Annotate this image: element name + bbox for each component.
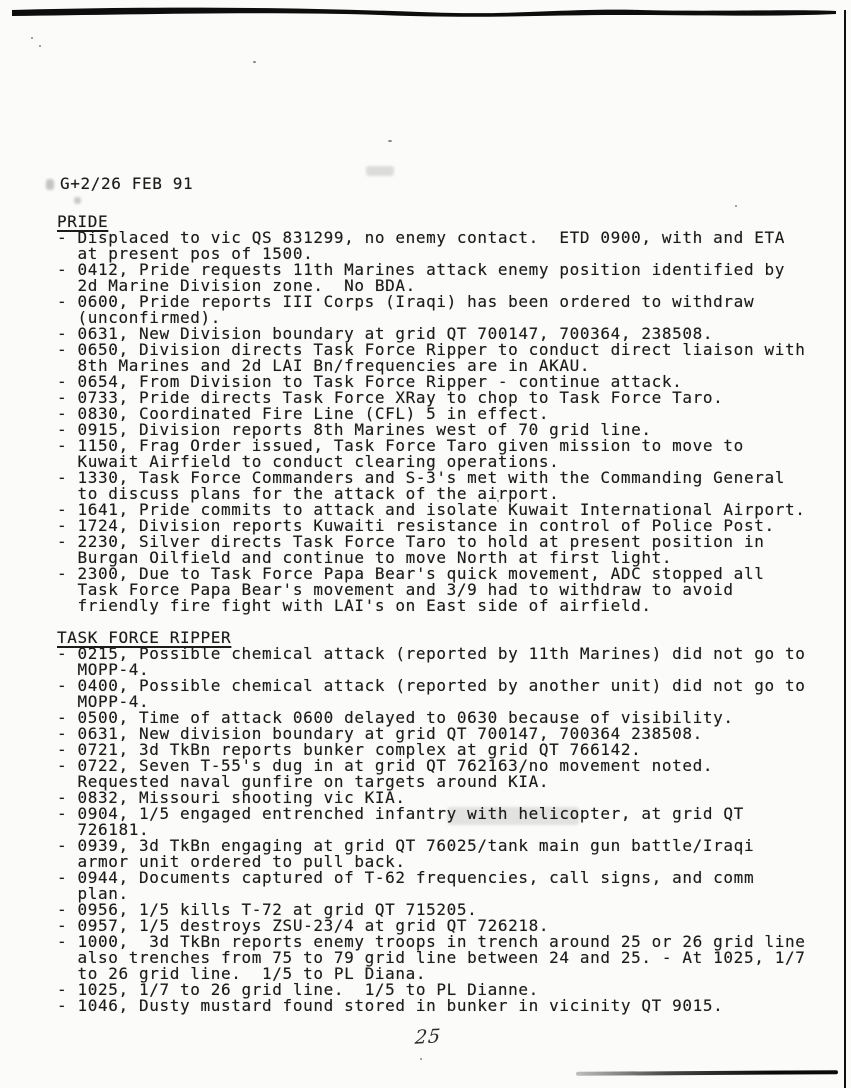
log-line: - 1641, Pride commits to attack and isolate Kuwait International Airport.	[57, 500, 806, 519]
log-line: - 0631, New Division boundary at grid QT 700147, 700364, 238508.	[57, 324, 714, 343]
log-line: - 0721, 3d TkBn reports bunker complex at grid QT 766142.	[57, 740, 642, 759]
log-line: 8th Marines and 2d LAI Bn/frequencies are in AKAU.	[57, 356, 591, 375]
log-line: - 0957, 1/5 destroys ZSU-23/4 at grid QT 726218.	[57, 916, 550, 935]
log-lines	[57, 230, 805, 614]
date-header: G+2/26 FEB 91	[60, 174, 194, 193]
log-line: 2d Marine Division zone. No BDA.	[57, 276, 416, 295]
log-line: Kuwait Airfield to conduct clearing operations.	[57, 452, 560, 471]
log-lines	[57, 646, 805, 1014]
log-line: - 1000, 3d TkBn reports enemy troops in trench around 25 or 26 grid line	[57, 932, 806, 951]
log-line: armor unit ordered to pull back.	[57, 852, 406, 871]
log-line: MOPP-4.	[57, 660, 150, 679]
log-line: - 1724, Division reports Kuwaiti resistance in control of Police Post.	[57, 516, 775, 535]
page-number: 25	[414, 1025, 443, 1049]
log-line: - 0650, Division directs Task Force Ripper to conduct direct liaison with	[57, 340, 806, 359]
log-line: - 0832, Missouri shooting vic KIA.	[57, 788, 406, 807]
log-line: plan.	[57, 884, 129, 903]
section-heading: TASK FORCE RIPPER	[57, 628, 232, 647]
log-line: - 0631, New division boundary at grid QT 700147, 700364 238508.	[57, 724, 703, 743]
log-line: MOPP-4.	[57, 692, 150, 711]
log-line: - 1025, 1/7 to 26 grid line. 1/5 to PL Dianne.	[57, 980, 539, 999]
log-line: - 1150, Frag Order issued, Task Force Taro given mission to move to	[57, 436, 744, 455]
log-line: - 2230, Silver directs Task Force Taro to hold at present position in	[57, 532, 765, 551]
log-line: - 0500, Time of attack 0600 delayed to 0630 because of visibility.	[57, 708, 734, 727]
log-line: - 0215, Possible chemical attack (reported by 11th Marines) did not go to	[57, 644, 806, 663]
log-line: Requested naval gunfire on targets around KIA.	[57, 772, 550, 791]
section-task-force-ripper	[57, 630, 805, 1014]
log-line: - 1330, Task Force Commanders and S-3's met with the Commanding General	[57, 468, 785, 487]
log-line: - 0600, Pride reports III Corps (Iraqi) has been ordered to withdraw	[57, 292, 755, 311]
scan-top-edge-bar	[0, 0, 851, 26]
scan-smudge	[366, 166, 394, 176]
log-line: to 26 grid line. 1/5 to PL Diana.	[57, 964, 427, 983]
log-line: - 0722, Seven T-55's dug in at grid QT 762163/no movement noted.	[57, 756, 714, 775]
log-line: - 0733, Pride directs Task Force XRay to chop to Task Force Taro.	[57, 388, 724, 407]
log-line: (unconfirmed).	[57, 308, 222, 327]
log-line: at present pos of 1500.	[57, 244, 314, 263]
log-line: - 0904, 1/5 engaged entrenched infantry with helicopter, at grid QT	[57, 804, 744, 823]
scan-speck	[31, 37, 33, 39]
log-line: - Displaced to vic QS 831299, no enemy contact. ETD 0900, with and ETA	[57, 228, 785, 247]
log-line: - 2300, Due to Task Force Papa Bear's quick movement, ADC stopped all	[57, 564, 765, 583]
scan-right-edge-line	[844, 10, 846, 1088]
scan-smudge	[74, 197, 81, 204]
log-line: - 0915, Division reports 8th Marines west of 70 grid line.	[57, 420, 652, 439]
scan-speck	[388, 140, 392, 142]
section-heading: PRIDE	[57, 212, 109, 231]
section-pride	[57, 214, 805, 614]
log-line: also trenches from 75 to 79 grid line between 24 and 25. - At 1025, 1/7	[57, 948, 806, 967]
log-line: - 0956, 1/5 kills T-72 at grid QT 715205.	[57, 900, 478, 919]
scan-bottom-edge-line	[576, 1070, 838, 1076]
scan-speck	[253, 61, 256, 63]
scan-smudge	[46, 179, 54, 190]
log-line: Task Force Papa Bear's movement and 3/9 had to withdraw to avoid	[57, 580, 734, 599]
log-line: to discuss plans for the attack of the airport.	[57, 484, 560, 503]
log-line: - 1046, Dusty mustard found stored in bunker in vicinity QT 9015.	[57, 996, 724, 1015]
log-line: - 0944, Documents captured of T-62 frequencies, call signs, and comm	[57, 868, 755, 887]
scan-speck	[420, 1058, 422, 1060]
log-line: - 0412, Pride requests 11th Marines attack enemy position identified by	[57, 260, 785, 279]
log-line: 726181.	[57, 820, 150, 839]
log-line: - 0939, 3d TkBn engaging at grid QT 76025/tank main gun battle/Iraqi	[57, 836, 755, 855]
log-line: Burgan Oilfield and continue to move North at first light.	[57, 548, 673, 567]
scan-speck	[39, 45, 41, 47]
scan-speck	[735, 205, 737, 207]
log-line: friendly fire fight with LAI's on East side of airfield.	[57, 596, 652, 615]
log-line: - 0654, From Division to Task Force Ripper - continue attack.	[57, 372, 683, 391]
log-line: - 0400, Possible chemical attack (reported by another unit) did not go to	[57, 676, 806, 695]
log-line: - 0830, Coordinated Fire Line (CFL) 5 in effect.	[57, 404, 550, 423]
